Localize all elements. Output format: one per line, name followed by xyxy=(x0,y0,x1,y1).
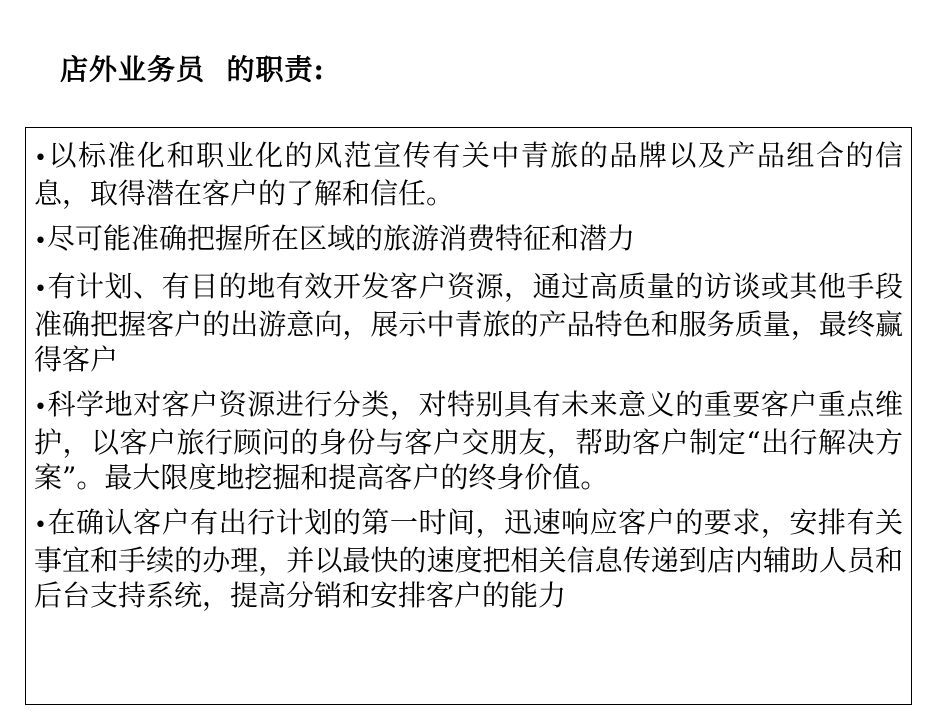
bullet-icon: • xyxy=(34,229,47,254)
bullet-icon: • xyxy=(34,277,47,302)
page-title: 店外业务员 的职责: xyxy=(60,53,325,86)
responsibilities-box xyxy=(25,127,912,705)
list-item xyxy=(34,138,903,211)
responsibilities-list xyxy=(34,138,903,613)
list-item xyxy=(34,505,903,613)
bullet-icon: • xyxy=(34,146,47,171)
bullet-icon: • xyxy=(34,395,47,420)
list-item xyxy=(34,221,903,259)
list-item-text: 有计划、有目的地有效开发客户资源，通过高质量的访谈或其他手段准确把握客户的出游意向，展示中青旅的产品特色和服务质量，最终赢得客户 xyxy=(34,270,903,376)
bullet-icon: • xyxy=(34,513,47,538)
list-item xyxy=(34,387,903,495)
list-item-text: 尽可能准确把握所在区域的旅游消费特征和潜力 xyxy=(46,222,635,255)
list-item xyxy=(34,269,903,377)
list-item-text: 以标准化和职业化的风范宣传有关中青旅的品牌以及产品组合的信息，取得潜在客户的了解和信任。 xyxy=(34,139,903,210)
list-item-text: 在确认客户有出行计划的第一时间，迅速响应客户的要求，安排有关事宜和手续的办理，并以最快的速度把相关信息传递到店内辅助人员和后台支持系统，提高分销和安排客户的能力 xyxy=(34,506,903,612)
list-item-text: 科学地对客户资源进行分类，对特别具有未来意义的重要客户重点维护，以客户旅行顾问的身份与客户交朋友，帮助客户制定“出行解决方案”。最大限度地挖掘和提高客户的终身价值。 xyxy=(34,388,903,494)
